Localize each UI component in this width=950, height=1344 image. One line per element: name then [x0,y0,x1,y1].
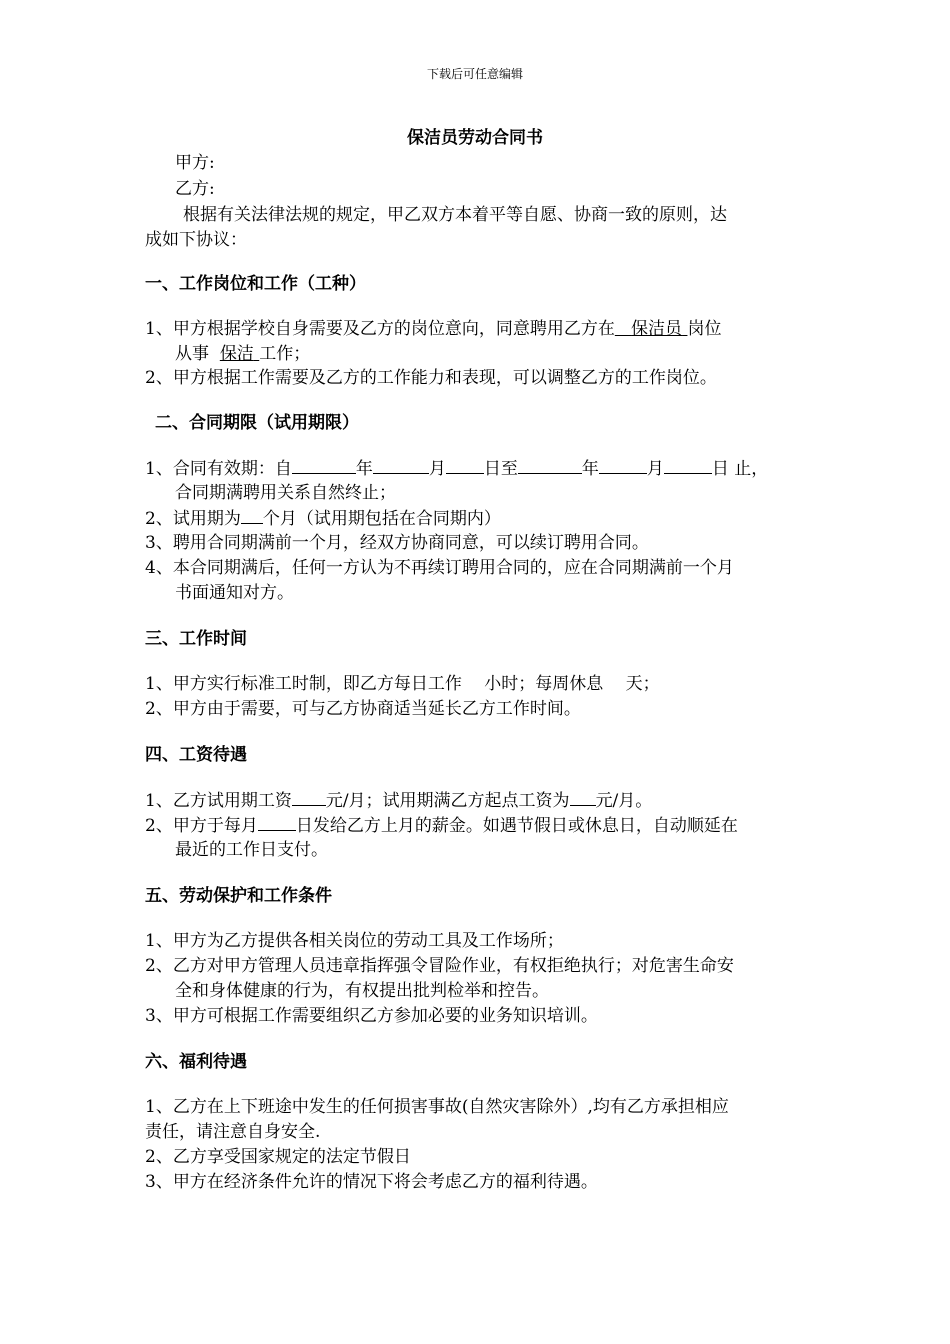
s1-item-1-text: 1、甲方根据学校自身需要及乙方的岗位意向，同意聘用乙方在 [145,319,615,339]
s6-item-2: 2、乙方享受国家规定的法定节假日 [145,1147,411,1167]
s6-item-3: 3、甲方在经济条件允许的情况下将会考虑乙方的福利待遇。 [145,1172,598,1192]
header-note: 下载后可任意编辑 [426,67,523,81]
section-3-heading: 三、工作时间 [145,629,247,649]
s4-item-2-cont: 最近的工作日支付。 [175,840,328,860]
year-label: 年 [355,459,373,479]
s2-item-1 [145,457,768,480]
s5-item-2-cont: 全和身体健康的行为，有权提出批判检举和控告。 [175,981,549,1001]
post-value: 保洁员 [631,319,683,339]
start-year-blank [292,457,356,474]
section-4-heading: 四、工资待遇 [145,745,247,765]
intro-line-1: 根据有关法律法规的规定，甲乙双方本着平等自愿、协商一致的原则，达 [183,205,727,225]
day-end-label: 日 止， [711,459,769,479]
s2-item-4-cont: 书面通知对方。 [175,583,294,603]
s1-item-1 [145,318,721,340]
pay-day-blank [258,814,296,831]
s3-item-2: 2、甲方由于需要，可与乙方协商适当延长乙方工作时间。 [145,699,581,719]
end-month-blank [599,457,647,474]
s1-item-1-post-suffix: 岗位 [687,319,722,339]
s3-item-1: 1、甲方实行标准工时制，即乙方每日工作 小时；每周休息 天； [145,674,660,694]
s4-item-2-prefix: 2、甲方于每月 [145,816,258,836]
probation-months-blank [241,507,263,524]
start-month-blank [373,457,429,474]
s1-item-1-cont [175,343,310,365]
s4-item-1-suffix: 元/月。 [595,791,653,811]
section-6-heading: 六、福利待遇 [145,1052,247,1072]
s2-item-1-prefix: 1、合同有效期：自 [145,459,292,479]
document-title: 保洁员劳动合同书 [407,128,543,148]
section-2-heading: 二、合同期限（试用期限） [155,413,359,433]
end-day-blank [664,457,712,474]
section-1-heading: 一、工作岗位和工作（工种） [145,274,366,294]
s2-item-4: 4、本合同期满后，任何一方认为不再续订聘用合同的，应在合同期满前一个月 [145,558,734,578]
s4-item-2 [145,814,738,837]
end-year-blank [518,457,582,474]
probation-wage-blank [292,789,326,806]
s1-item-2: 2、甲方根据工作需要及乙方的工作能力和表现，可以调整乙方的工作岗位。 [145,368,717,388]
s4-item-1 [145,789,652,812]
party-a-label: 甲方: [175,153,215,173]
party-b-label: 乙方: [175,179,215,199]
s1-item-1-cont-b: 工作； [259,344,311,364]
s4-item-2-suffix: 日发给乙方上月的薪金。如遇节假日或休息日，自动顺延在 [295,816,738,836]
start-day-blank [446,457,484,474]
s6-item-1-cont: 责任，请注意自身安全. [145,1122,321,1142]
s5-item-3: 3、甲方可根据工作需要组织乙方参加必要的业务知识培训。 [145,1006,598,1026]
s6-item-1: 1、乙方在上下班途中发生的任何损害事故(自然灾害除外）,均有乙方承担相应 [145,1097,729,1117]
s2-item-2-suffix: 个月（试用期包括在合同期内） [262,509,501,529]
s2-item-1-cont: 合同期满聘用关系自然终止； [175,483,396,503]
year-label-2: 年 [581,459,599,479]
s2-item-2 [145,507,501,530]
s1-item-1-cont-a: 从事 [175,344,209,364]
post-field [615,319,688,339]
month-label-2: 月 [646,459,664,479]
s5-item-2: 2、乙方对甲方管理人员违章指挥强令冒险作业，有权拒绝执行；对危害生命安 [145,956,734,976]
work-value: 保洁 [219,344,254,364]
day-to-label: 日至 [483,459,518,479]
section-5-heading: 五、劳动保护和工作条件 [145,886,332,906]
month-label: 月 [428,459,446,479]
s2-item-3: 3、聘用合同期满前一个月，经双方协商同意，可以续订聘用合同。 [145,533,649,553]
intro-line-2: 成如下协议： [145,230,247,250]
s5-item-1: 1、甲方为乙方提供各相关岗位的劳动工具及工作场所； [145,931,564,951]
s4-item-1-prefix: 1、乙方试用期工资 [145,791,292,811]
start-wage-blank [570,789,596,806]
s4-item-1-mid: 元/月；试用期满乙方起点工资为 [325,791,570,811]
work-field [220,344,259,364]
s2-item-2-prefix: 2、试用期为 [145,509,241,529]
